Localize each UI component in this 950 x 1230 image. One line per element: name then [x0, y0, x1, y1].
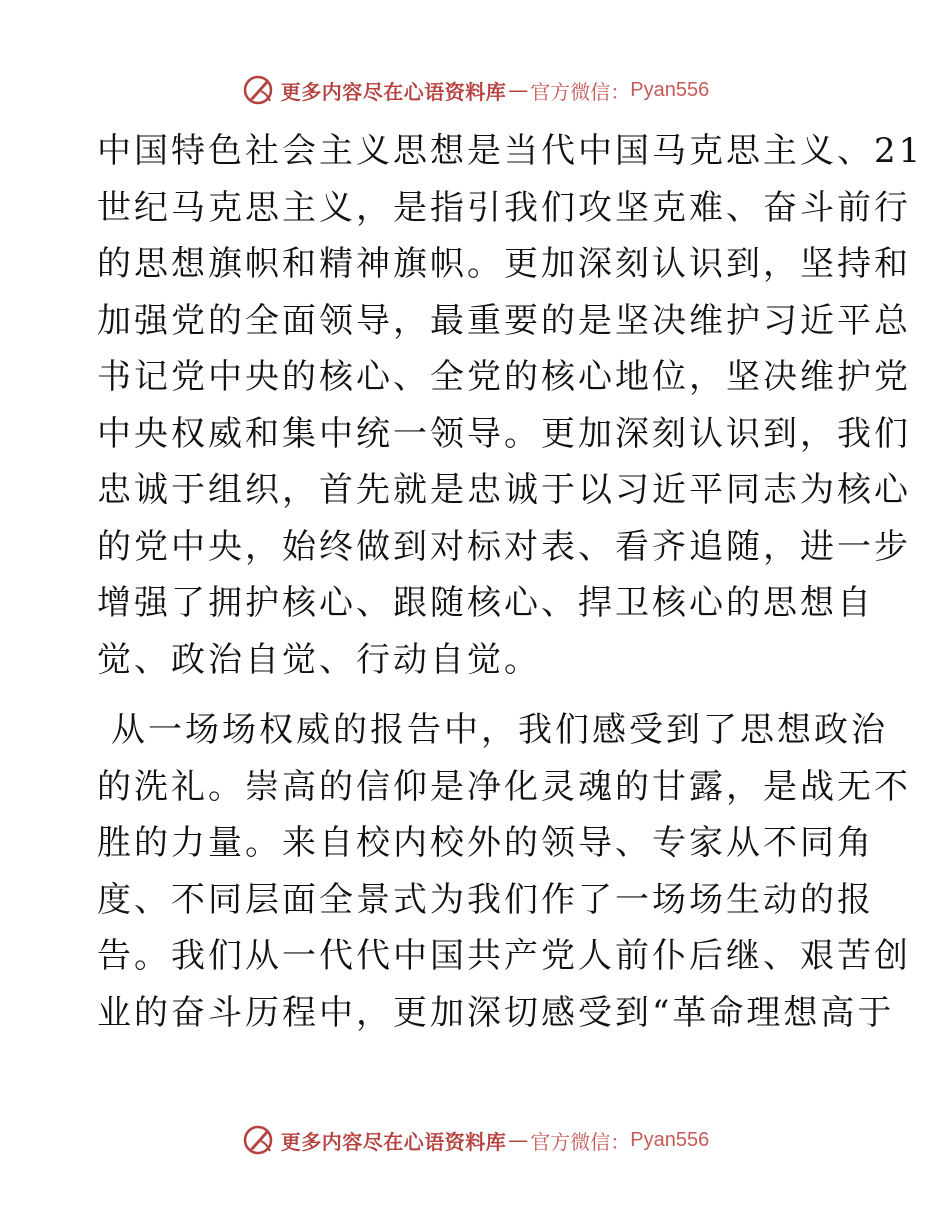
- text-line: 业的奋斗历程中，更加深切感受到“革命理想高于: [97, 992, 895, 1033]
- text-line: 中央权威和集中统一领导。更加深刻认识到，我们: [97, 413, 911, 454]
- banner-dash: —: [508, 78, 529, 102]
- wechat-id: Pyan556: [630, 1128, 710, 1151]
- text-line: 加强党的全面领导，最重要的是坚决维护习近平总: [97, 300, 911, 341]
- wechat-label: 官方微信：: [530, 1129, 631, 1154]
- header-banner: [0, 72, 950, 108]
- brand-text: 更多内容尽在心语资料库: [280, 79, 507, 104]
- paragraph: [97, 702, 911, 1041]
- text-line: 的洗礼。崇高的信仰是净化灵魂的甘露，是战无不: [97, 766, 911, 807]
- text-line: 从一场场权威的报告中，我们感受到了思想政治: [111, 710, 888, 750]
- brand-text: 更多内容尽在心语资料库: [280, 1129, 507, 1154]
- quill-logo-icon: [241, 73, 275, 107]
- text-line: 书记党中央的核心、全党的核心地位，坚决维护党: [97, 357, 911, 397]
- text-line: 世纪马克思主义，是指引我们攻坚克难、奋斗前行: [97, 187, 911, 228]
- text-line: 增强了拥护核心、跟随核心、捍卫核心的思想自: [97, 583, 874, 623]
- wechat-id: Pyan556: [630, 78, 710, 101]
- text-line: 告。我们从一代代中国共产党人前仆后继、艰苦创: [97, 936, 911, 976]
- text-line: 的党中央，始终做到对标对表、看齐追随，进一步: [97, 526, 911, 567]
- text-line: 的思想旗帜和精神旗帜。更加深刻认识到，坚持和: [97, 244, 911, 284]
- footer-banner: [0, 1122, 950, 1158]
- quill-logo-icon: [241, 1123, 275, 1157]
- paragraph: [97, 123, 924, 688]
- banner-dash: —: [508, 1128, 529, 1152]
- text-line: 中国特色社会主义思想是当代中国马克思主义、21: [97, 131, 924, 171]
- text-line: 胜的力量。来自校内校外的领导、专家从不同角: [97, 823, 874, 863]
- document-body: [97, 123, 924, 1041]
- text-line: 忠诚于组织，首先就是忠诚于以习近平同志为核心: [97, 470, 911, 510]
- wechat-label: 官方微信：: [530, 79, 631, 104]
- text-line: 觉、政治自觉、行动自觉。: [97, 639, 541, 680]
- text-line: 度、不同层面全景式为我们作了一场场生动的报: [97, 879, 874, 920]
